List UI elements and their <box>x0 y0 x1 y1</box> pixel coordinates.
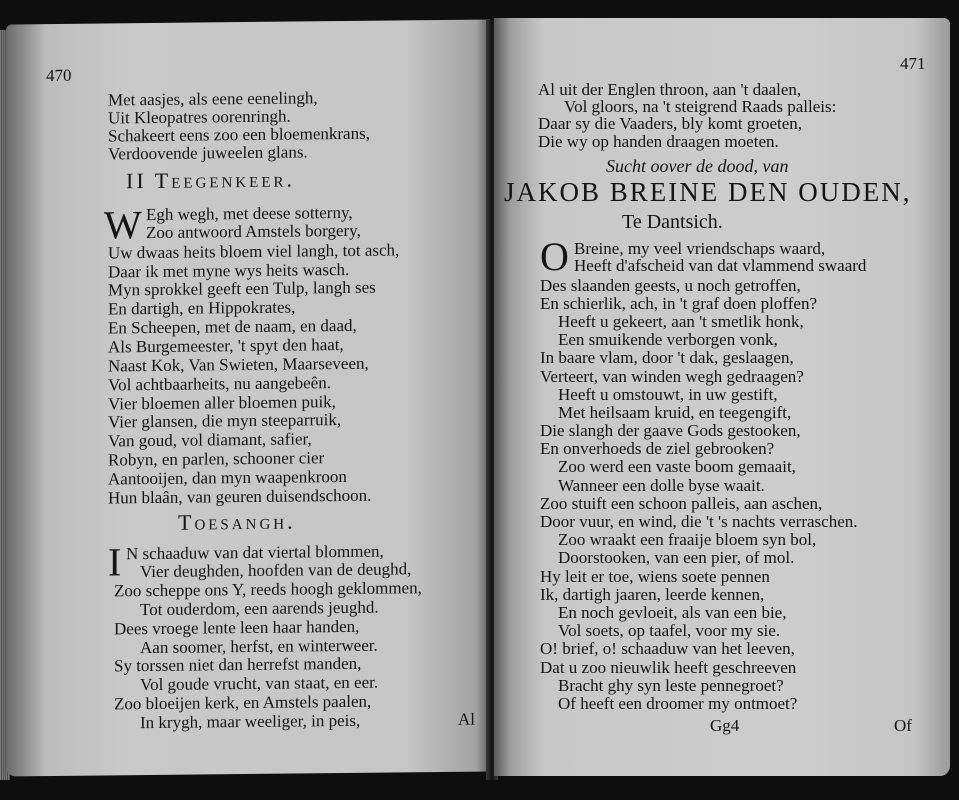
page-number: 471 <box>900 54 926 73</box>
verse-line: Tot ouderdom, een aarends jeughd. <box>140 597 379 620</box>
right-page <box>494 18 950 776</box>
verse-line: Heeft d'afscheid van dat vlammend swaard <box>574 256 867 276</box>
verse-line: Zoo werd een vaste boom gemaait, <box>558 457 796 477</box>
left-page <box>6 19 490 776</box>
verse-line: Breine, my veel vriendschaps waard, <box>574 239 826 259</box>
verse-line: Ik, dartigh jaaren, leerde kennen, <box>540 584 765 604</box>
verse-line: Of heeft een droomer my ontmoet? <box>558 694 798 713</box>
section-heading: II Teegenkeer. <box>126 166 296 194</box>
verse-line: En noch gevloeit, als van een bie, <box>558 603 787 623</box>
signature-mark: Gg4 <box>710 716 740 735</box>
verse-line: Aan soomer, herfst, en winterweer. <box>140 635 378 657</box>
verse-line: Egh wegh, met deese sotterny, <box>146 202 353 225</box>
verse-line: Hy leit er toe, wiens soete pennen <box>540 566 770 586</box>
verse-line: Robyn, en parlen, schooner cier <box>108 448 325 470</box>
verse-line: Uw dwaas heits bloem viel langh, tot asch, <box>108 240 400 263</box>
drop-cap: W <box>104 202 142 248</box>
verse-line: En schierlik, ach, in 't graf doen ploffen? <box>540 293 818 313</box>
verse-line: Die wy op handen draagen moeten. <box>538 131 779 151</box>
verse-line: Zoo wraakt een fraaije bloem syn bol, <box>558 530 817 550</box>
verse-line: Met aasjes, als eene eenelingh, <box>108 88 318 110</box>
page-number: 470 <box>46 65 72 86</box>
verse-line: Vier deughden, hoofden van de deughd, <box>140 559 412 582</box>
verse-line: Vol gloors, na 't steigrend Raads palleis: <box>564 97 837 117</box>
verse-line: Dat u zoo nieuwlik heeft geschreeven <box>540 657 797 677</box>
verse-line: En Scheepen, met de naam, en daad, <box>108 315 357 338</box>
verse-line: Bracht ghy syn leste pennegroet? <box>558 675 784 695</box>
verse-line: Heeft u omstouwt, in uw gestift, <box>558 384 778 404</box>
verse-line: Al uit der Englen throon, aan 't daalen, <box>538 79 802 99</box>
verse-line: Myn sprokkel geeft een Tulp, langh ses <box>108 278 376 300</box>
verse-line: Die slangh der gaave Gods gestooken, <box>540 421 801 441</box>
catchword: Of <box>894 716 912 735</box>
verse-line: In baare vlam, door 't dak, geslaagen, <box>540 348 794 368</box>
verse-line: Sy torssen niet dan herrefst manden, <box>114 654 362 676</box>
verse-line: Hun blaân, van geuren duisendschoon. <box>108 485 372 508</box>
verse-line: Daar ik met myne wys heits wasch. <box>108 259 350 282</box>
verse-line: Zoo antwoord Amstels borgery, <box>146 220 361 243</box>
verse-line: Naast Kok, Van Swieten, Maarseveen, <box>108 353 369 376</box>
verse-line: Vol soets, op taafel, voor my sie. <box>558 621 781 641</box>
verse-line: In krygh, maar weeliger, in peis, <box>140 710 361 733</box>
verse-line: Zoo stuift een schoon palleis, aan aschen, <box>540 493 823 513</box>
verse-line: Als Burgemeester, 't spyt den haat, <box>108 334 344 357</box>
poem-title: JAKOB BREINE DEN OUDEN, <box>504 176 912 207</box>
poem-place: Te Dantsich. <box>622 210 723 233</box>
section-heading: Toesangh. <box>178 508 296 535</box>
poem-subtitle: Sucht oover de dood, van <box>606 155 789 176</box>
verse-line: Doorstooken, van een pier, of mol. <box>558 548 795 568</box>
verse-line: O! brief, o! schaaduw van het leeven, <box>540 639 795 659</box>
verse-line: En onverhoeds de ziel gebrooken? <box>540 439 775 459</box>
verse-line: Zoo bloeijen kerk, en Amstels paalen, <box>114 691 372 714</box>
verse-line: Daar sy die Vaaders, bly komt groeten, <box>538 114 803 134</box>
verse-line: N schaaduw van dat viertal blommen, <box>126 541 384 564</box>
verse-line: Verdoovende juweelen glans. <box>108 142 308 164</box>
verse-line: Vier bloemen aller bloemen puik, <box>108 391 336 413</box>
drop-cap: I <box>108 539 122 585</box>
verse-line: Door vuur, en wind, die 't 's nachts verraschen. <box>540 512 858 532</box>
verse-line: Vol achtbaarheits, nu aangebeên. <box>108 372 331 395</box>
verse-line: Aantooijen, dan myn waapenkroon <box>108 466 347 489</box>
verse-line: Vier glansen, die myn steeparruik, <box>108 410 342 432</box>
verse-line: Een smuikende verborgen vonk, <box>558 330 778 350</box>
verse-line: Schakeert eens zoo een bloemenkrans, <box>108 123 370 146</box>
verse-line: Dees vroege lente leen haar handen, <box>114 616 360 639</box>
verse-line: Wanneer een dolle byse waait. <box>558 475 765 495</box>
verse-line: Heeft u gekeert, aan 't smetlik honk, <box>558 311 804 331</box>
catchword: Al <box>458 709 475 729</box>
drop-cap: O <box>540 234 569 280</box>
verse-line: Met heilsaam kruid, en teegengift, <box>558 402 792 422</box>
verse-line: Van goud, vol diamant, safier, <box>108 429 312 451</box>
verse-line: En dartigh, en Hippokrates, <box>108 297 296 319</box>
verse-line: Des slaanden geests, u noch getroffen, <box>540 275 801 295</box>
verse-line: Verteert, van winden wegh gedraagen? <box>540 366 804 386</box>
verse-line: Vol goude vrucht, van staat, en eer. <box>140 672 379 695</box>
verse-line: Zoo scheppe ons Y, reeds hoogh geklommen, <box>114 578 422 601</box>
verse-line: Uit Kleopatres oorenringh. <box>108 106 291 128</box>
